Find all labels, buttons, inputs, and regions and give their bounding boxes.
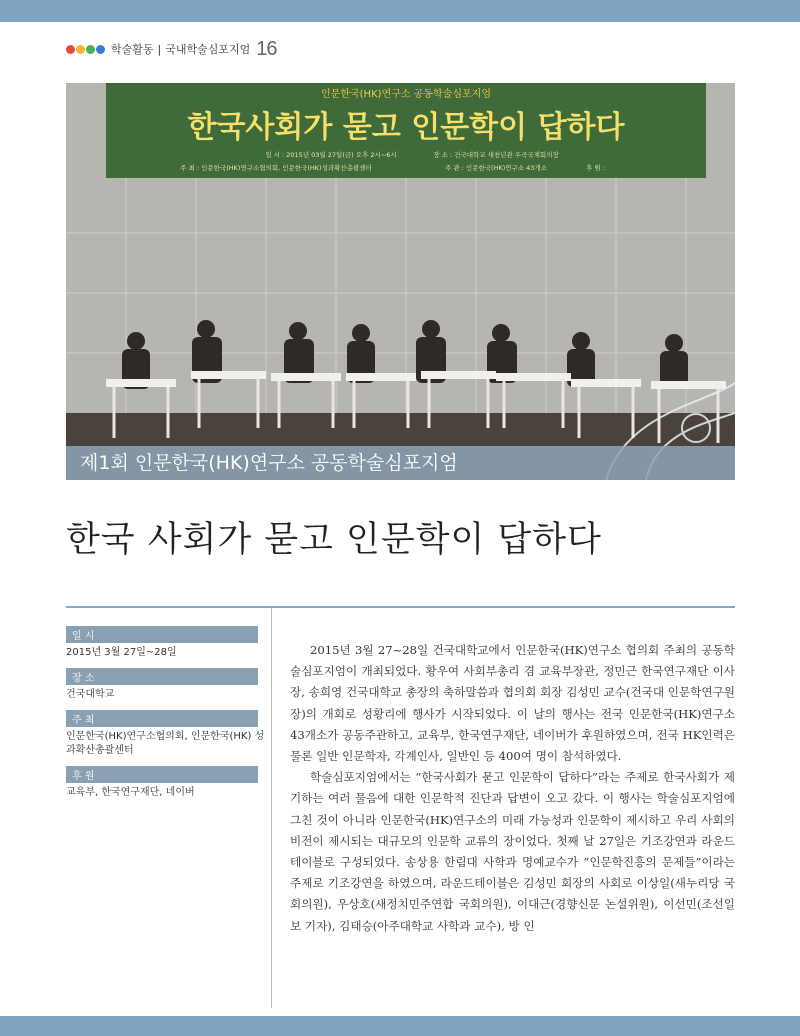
article-body: [290, 640, 735, 937]
banner-top-text: 인문한국(HK)연구소 공동학술심포지엄: [321, 89, 491, 100]
header-separator: |: [157, 42, 162, 56]
header-subsection: 국내학술심포지엄: [165, 43, 251, 56]
banner-title-text: 한국사회가 묻고 인문학이 답하다: [187, 110, 625, 145]
top-color-bar: [0, 0, 800, 22]
banner-org-text: 주 관 : 인문한국(HK)연구소 43개소: [444, 164, 548, 172]
info-label-sponsor: 후 원: [66, 766, 258, 783]
info-value-host: 인문한국(HK)연구소협의회, 인문한국(HK) 성과확산총괄센터: [66, 731, 265, 756]
article-title: 한국 사회가 묻고 인문학이 답하다: [66, 520, 602, 560]
info-label-date: 일 시: [66, 626, 258, 643]
info-value-place: 건국대학교: [66, 689, 115, 700]
body-paragraph: 2015년 3월 27~28일 건국대학교에서 인문한국(HK)연구소 협의회 주최의 공동학술심포지엄이 개최되었다. 황우여 사회부총리 겸 교육부장관, 정민근 한국연구재단 이사장, 송희영 건국대학교 총장의 축하말씀과 협의회 회장 김성민 교수(건국대 인문학연구원장)의 개회로 성황리에 행사가 시작되었다. 이 날의 행사는 전국 인문한국(HK)연구소 43개소가 공동주관하고, 교육부, 한국연구재단, 네이버가 후원하였으며, 전국 HK인력은 물론 일반 인문학자, 각계인사, 일반인 등 400여 명이 참석하였다.: [290, 643, 735, 764]
info-label-host: 주 최: [66, 710, 258, 727]
bottom-color-bar: [0, 1016, 800, 1036]
body-paragraph: 학술심포지엄에서는 “한국사회가 묻고 인문학이 답하다”라는 주제로 한국사회가 제기하는 여러 물음에 대한 인문학적 진단과 답변이 오고 갔다. 이 행사는 학술심포지엄에 그친 것이 아니라 인문한국(HK)연구소의 미래 가능성과 인문학이 제시하고 우리 사회의 비전이 제시되는 대규모의 인문학 교류의 장이었다. 첫째 날 27일은 기조강연과 라운드테이블로 구성되었다. 송상용 한림대 사학과 명예교수가 “인문학진흥의 문제들”이라는 주제로 기조강연을 하였으며, 라운드테이블은 김성민 회장의 사회로 이상일(새누리당 국회의원), 우상호(새정치민주연합 국회의원), 이대근(경향신문 논설위원), 이선민(조선일보 기자), 김태승(아주대학교 사학과 교수), 방 인: [290, 770, 735, 933]
title-rule: [66, 606, 735, 608]
info-value-date: 2015년 3월 27일~28일: [66, 647, 177, 658]
header-section: 학술활동: [111, 43, 154, 56]
info-label-place: 장 소: [66, 668, 258, 685]
event-photo: [66, 83, 735, 480]
banner-where-text: 장 소 : 건국대학교 새천년관 우곡국제회의장: [433, 151, 559, 159]
column-divider: [271, 608, 272, 1008]
photo-caption: 제1회 인문한국(HK)연구소 공동학술심포지엄: [66, 446, 735, 480]
banner-sponsor-text: 후 원 :: [586, 164, 605, 172]
page-header: [66, 38, 277, 60]
page-number: 16: [256, 37, 277, 60]
event-info: [66, 626, 266, 808]
info-value-sponsor: 교육부, 한국연구재단, 네이버: [66, 787, 195, 798]
logo-icon: [66, 45, 105, 54]
banner-host-text: 주 최 : 인문한국(HK)연구소협의회, 인문한국(HK)성과확산총괄센터: [180, 164, 372, 172]
banner-when-text: 일 시 : 2015년 03월 27일(금) 오후 2시~6시: [265, 151, 397, 159]
